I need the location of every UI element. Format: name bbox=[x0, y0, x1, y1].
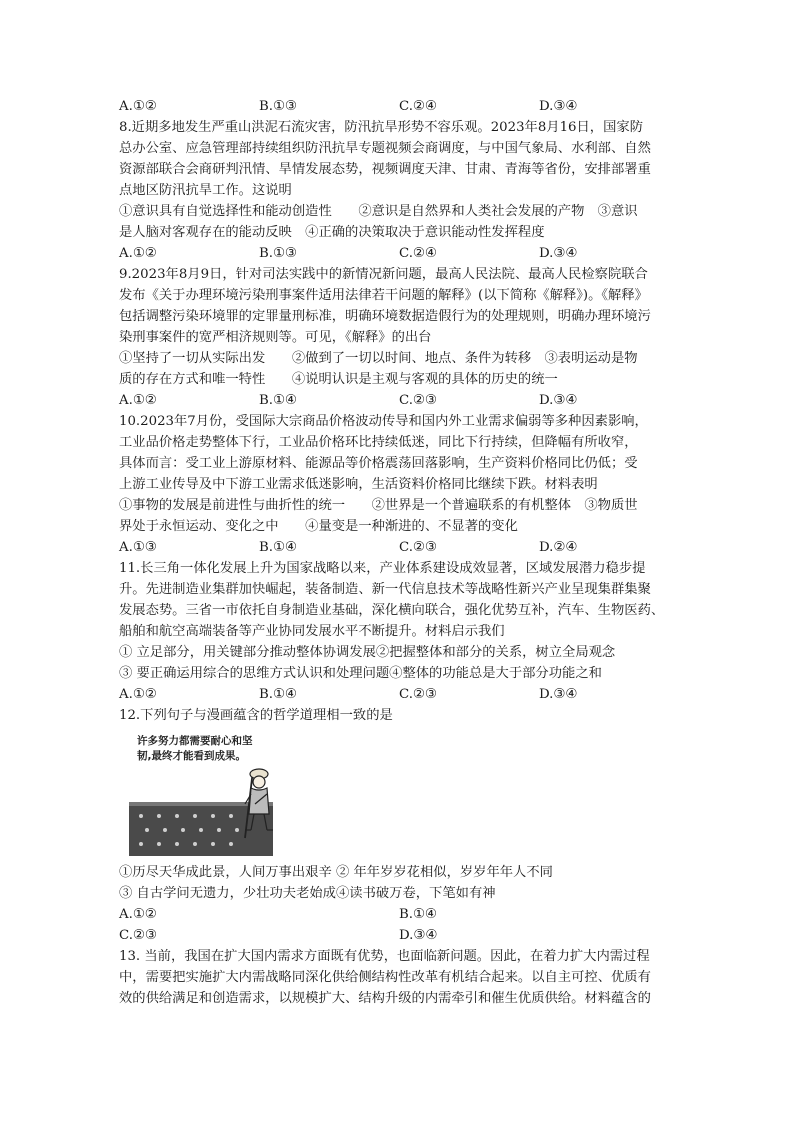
q9-option-b[interactable]: B.①④ bbox=[259, 393, 297, 408]
q10-statement-line: 界处于永恒运动、变化之中 ④量变是一种渐进的、不显著的变化 bbox=[119, 519, 518, 534]
q10-line: 具体而言：受工业上游原材料、能源品等价格震荡回落影响，生产资料价格同比仍低；受 bbox=[119, 456, 638, 471]
q8-line: 总办公室、应急管理部持续组织防汛抗旱专题视频会商调度，与中国气象局、水利部、自然 bbox=[119, 141, 651, 156]
cartoon-caption-line: 韧,最终才能看到成果。 bbox=[137, 750, 246, 762]
q8-line: 8.近期多地发生严重山洪泥石流灾害，防汛抗旱形势不容乐观。2023年8月16日，国家防 bbox=[119, 120, 643, 135]
q10-statement-line: ①事物的发展是前进性与曲折性的统一 ②世界是一个普遍联系的有机整体 ③物质世 bbox=[119, 498, 638, 513]
q12-option-a[interactable]: A.①② bbox=[119, 907, 157, 922]
q7-option-a[interactable]: A.①② bbox=[119, 99, 157, 114]
q13-line: 效的供给满足和创造需求，以规模扩大、结构升级的内需牵引和催生优质供给。材料蕴含的 bbox=[119, 991, 651, 1006]
q9-line: 发布《关于办理环境污染刑事案件适用法律若干问题的解释》(以下简称《解释》)。《解释》 bbox=[119, 288, 648, 303]
question-12 bbox=[119, 705, 679, 946]
question-11 bbox=[119, 558, 679, 705]
q12-statement-line: ③ 自古学问无遗力，少壮功夫老始成④读书破万卷，下笔如有神 bbox=[119, 886, 496, 901]
q12-options-row-2 bbox=[119, 925, 679, 946]
q11-option-b[interactable]: B.①④ bbox=[259, 687, 297, 702]
q9-statement-line: ①坚持了一切从实际出发 ②做到了一切以时间、地点、条件为转移 ③表明运动是物 bbox=[119, 351, 638, 366]
q12-stem: 12.下列句子与漫画蕴含的哲学道理相一致的是 bbox=[119, 708, 393, 723]
q13-line: 中，需要把实施扩大内需战略同深化供给侧结构性改革有机结合起来。以自主可控、优质有 bbox=[119, 970, 651, 985]
q10-option-c[interactable]: C.②③ bbox=[399, 540, 437, 555]
q9-option-d[interactable]: D.③④ bbox=[539, 393, 578, 408]
q9-option-a[interactable]: A.①② bbox=[119, 393, 157, 408]
q10-line: 工业品价格走势整体下行，工业品价格环比持续低迷，同比下行持续，但降幅有所收窄， bbox=[119, 435, 638, 450]
q11-options bbox=[119, 684, 679, 705]
q8-statement-line: ①意识具有自觉选择性和能动创造性 ②意识是自然界和人类社会发展的产物 ③意识 bbox=[119, 204, 638, 219]
q11-line: 升。先进制造业集群加快崛起，装备制造、新一代信息技术等战略性新兴产业呈现集群集聚 bbox=[119, 582, 651, 597]
q10-option-d[interactable]: D.②④ bbox=[539, 540, 578, 555]
question-content bbox=[119, 96, 679, 1009]
q13-line: 13. 当前，我国在扩大国内需求方面既有优势，也面临新问题。因此，在着力扩大内需过程 bbox=[119, 949, 650, 964]
q11-line: 11.长三角一体化发展上升为国家战略以来，产业体系建设成效显著，区域发展潜力稳步提 bbox=[119, 561, 646, 576]
q11-option-d[interactable]: D.③④ bbox=[539, 687, 578, 702]
q11-statement-line: ③ 要正确运用综合的思维方式认识和处理问题④整体的功能总是大于部分功能之和 bbox=[119, 666, 602, 681]
q8-option-b[interactable]: B.①③ bbox=[259, 246, 297, 261]
q8-line: 点地区防汛抗旱工作。这说明 bbox=[119, 183, 292, 198]
q8-statement-line: 是人脑对客观存在的能动反映 ④正确的决策取决于意识能动性发挥程度 bbox=[119, 225, 545, 240]
q10-line: 上游工业传导及中下游工业需求低迷影响，生活资料价格同比继续下跌。材料表明 bbox=[119, 477, 598, 492]
question-13 bbox=[119, 946, 679, 1009]
q7-options bbox=[119, 96, 679, 117]
q12-option-b[interactable]: B.①④ bbox=[399, 907, 437, 922]
q8-option-d[interactable]: D.③④ bbox=[539, 246, 578, 261]
q11-option-a[interactable]: A.①② bbox=[119, 687, 157, 702]
q12-option-c[interactable]: C.②③ bbox=[119, 928, 157, 943]
q10-option-b[interactable]: B.①④ bbox=[259, 540, 297, 555]
question-9 bbox=[119, 264, 679, 411]
q9-option-c[interactable]: C.②③ bbox=[399, 393, 437, 408]
q9-line: 包括调整污染环境罪的定罪量刑标准，明确环境数据造假行为的处理规则，明确办理环境污 bbox=[119, 309, 651, 324]
q9-line: 9.2023年8月9日，针对司法实践中的新情况新问题，最高人民法院、最高人民检察院联合 bbox=[119, 267, 648, 282]
q12-option-d[interactable]: D.③④ bbox=[399, 928, 438, 943]
q7-option-c[interactable]: C.②④ bbox=[399, 99, 437, 114]
q9-line: 染刑事案件的宽严相济规则等。可见，《解释》的出台 bbox=[119, 330, 432, 345]
q11-line: 船舶和航空高端装备等产业协同发展水平不断提升。材料启示我们 bbox=[119, 624, 505, 639]
cartoon-image bbox=[127, 730, 275, 860]
q8-options bbox=[119, 243, 679, 264]
q8-option-a[interactable]: A.①② bbox=[119, 246, 157, 261]
q7-option-b[interactable]: B.①③ bbox=[259, 99, 297, 114]
q10-option-a[interactable]: A.①③ bbox=[119, 540, 157, 555]
q8-line: 资源部联合会商研判汛情、旱情发展态势，视频调度天津、甘肃、青海等省份，安排部署重 bbox=[119, 162, 651, 177]
question-8 bbox=[119, 117, 679, 264]
q11-line: 发展态势。三省一市依托自身制造业基础，深化横向联合，强化优势互补，汽车、生物医药、 bbox=[119, 603, 665, 618]
q12-statement-line: ①历尽天华成此景，人间万事出艰辛 ② 年年岁岁花相似，岁岁年年人不同 bbox=[119, 865, 553, 880]
q9-statement-line: 质的存在方式和唯一特性 ④说明认识是主观与客观的具体的历史的统一 bbox=[119, 372, 558, 387]
q12-options-row-1 bbox=[119, 904, 679, 925]
q10-options bbox=[119, 537, 679, 558]
question-10 bbox=[119, 411, 679, 558]
q11-statement-line: ① 立足部分，用关键部分推动整体协调发展②把握整体和部分的关系，树立全局观念 bbox=[119, 645, 616, 660]
cartoon-caption bbox=[137, 734, 277, 764]
q9-options bbox=[119, 390, 679, 411]
q11-option-c[interactable]: C.②③ bbox=[399, 687, 437, 702]
cartoon-caption-line: 许多努力都需要耐心和坚 bbox=[137, 735, 253, 747]
q7-option-d[interactable]: D.③④ bbox=[539, 99, 578, 114]
q8-option-c[interactable]: C.②④ bbox=[399, 246, 437, 261]
q10-line: 10.2023年7月份，受国际大宗商品价格波动传导和国内外工业需求偏弱等多种因素影响， bbox=[119, 414, 648, 429]
